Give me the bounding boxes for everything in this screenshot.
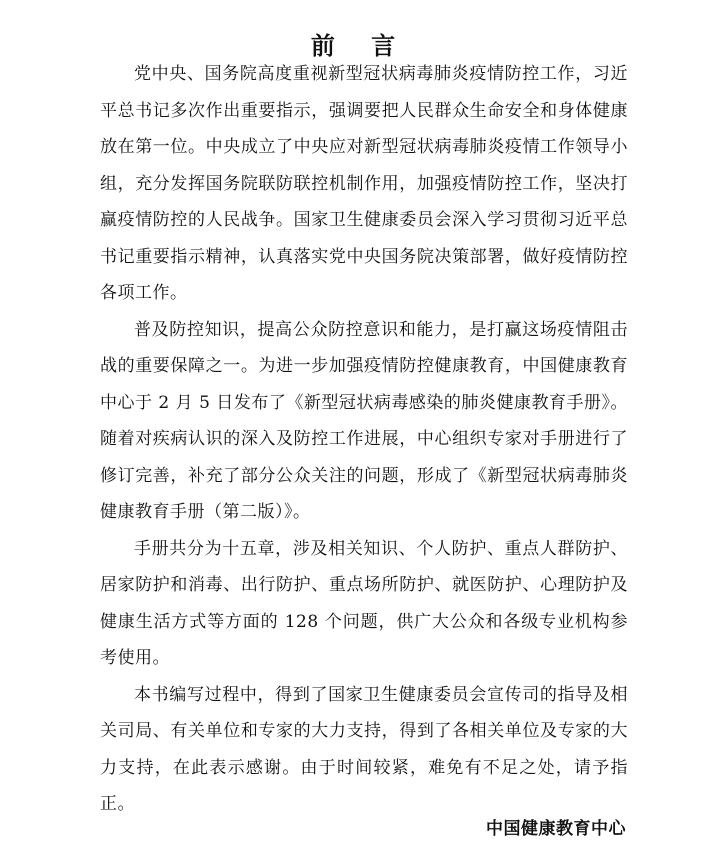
paragraph-2: 普及防控知识，提高公众防控意识和能力，是打赢这场疫情阻击战的重要保障之一。为进一步加强疫情防控健康教育，中国健康教育中心于 2 月 5 日发布了《新型冠状病毒感染的肺炎健康教育手册》。随着对疾病认识的深入及防控工作进展，中心组织专家对手册进行了修订完善，补充了部分公众关注的问题，形成了《新型冠状病毒肺炎健康教育手册（第二版）》。 xyxy=(100,319,628,522)
paragraph-3: 手册共分为十五章，涉及相关知识、个人防护、重点人群防护、居家防护和消毒、出行防护、重点场所防护、就医防护、心理防护及健康生活方式等方面的 128 个问题，供广大公众和各级专业机构参考使用。 xyxy=(100,538,628,668)
paragraph-1: 党中央、国务院高度重视新型冠状病毒肺炎疫情防控工作，习近平总书记多次作出重要指示，强调要把人民群众生命安全和身体健康放在第一位。中央成立了中央应对新型冠状病毒肺炎疫情工作领导小组，充分发挥国务院联防联控机制作用，加强疫情防控工作，坚决打赢疫情防控的人民战争。国家卫生健康委员会深入学习贯彻习近平总书记重要指示精神，认真落实党中央国务院决策部署，做好疫情防控各项工作。 xyxy=(100,64,628,303)
signature-organization: 中国健康教育中心 xyxy=(486,819,626,839)
preface-body xyxy=(100,56,628,823)
paragraph-4: 本书编写过程中，得到了国家卫生健康委员会宣传司的指导及相关司局、有关单位和专家的大力支持，得到了各相关单位及专家的大力支持，在此表示感谢。由于时间较紧，难免有不足之处，请予指正。 xyxy=(100,684,628,814)
page-title: 前 言 xyxy=(310,32,410,61)
